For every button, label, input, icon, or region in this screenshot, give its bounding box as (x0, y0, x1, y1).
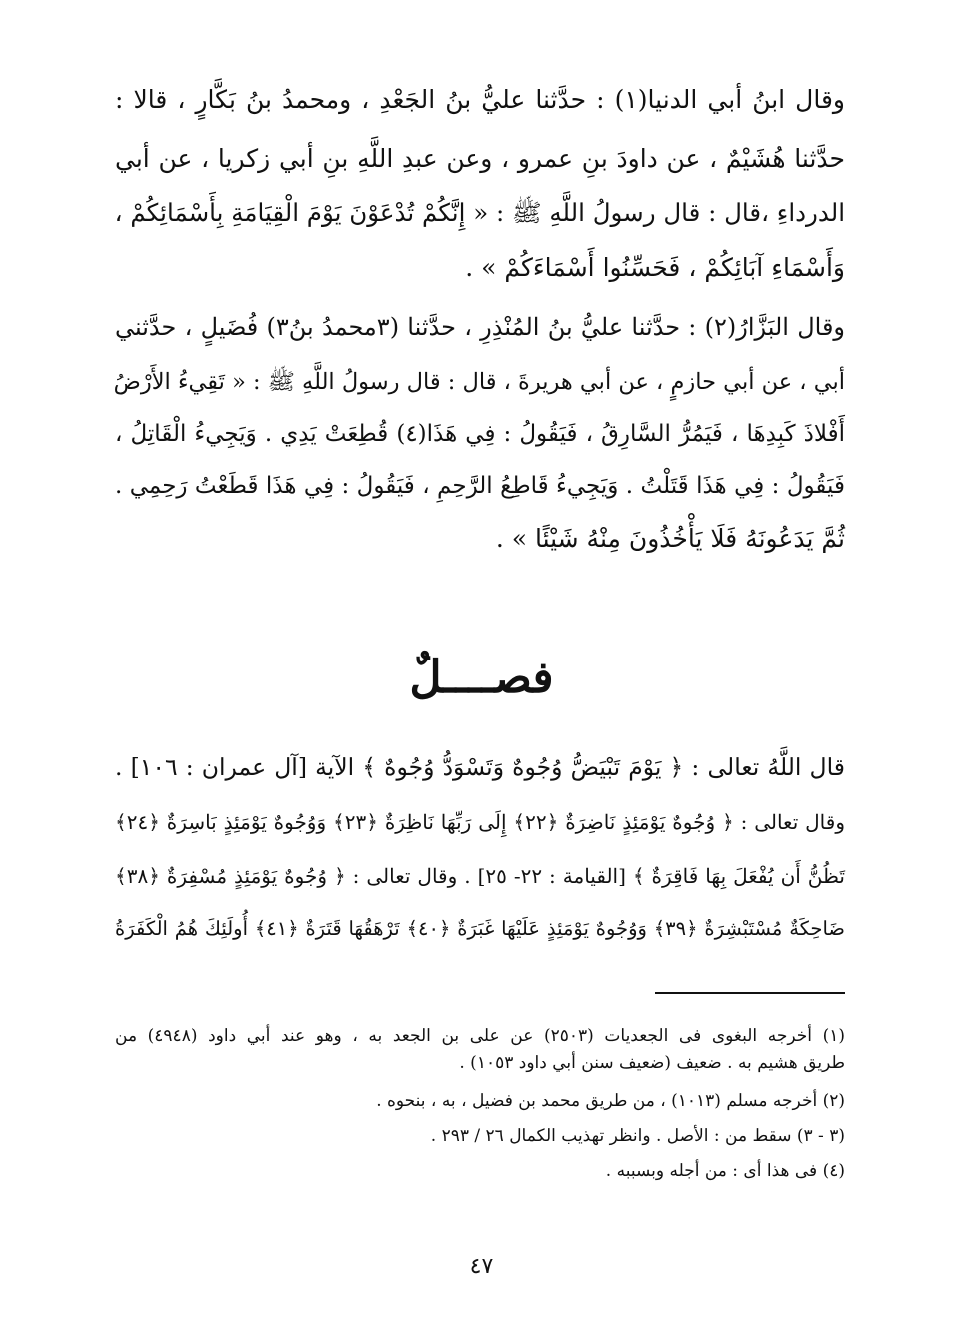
quran-line: ضَاحِكَةٌ مُسْتَبْشِرَةٌ ﴿٣٩﴾ وَوُجُوهٌ يَوْمَئِذٍ عَلَيْهَا غَبَرَةٌ ﴿٤٠﴾ تَرْهَقُهَا قَتَرَةٌ ﴿٤١﴾ أُولَئِكَ هُمُ الْكَفَرَةُ (115, 917, 845, 940)
footnote-line: (١) أخرجه البغوى فى الجعديات (٢٥٠٣) عن على بن الجعد به ، وهو عند أبي داود (٤٩٤٨) من (115, 1026, 845, 1046)
footnote-line: (٣ - ٣) سقط من : الأصل . وانظر تهذيب الكمال ٢٦ / ٢٩٣ . (430, 1126, 845, 1146)
footnote-line: طريق هشيم به . ضعيف (ضعيف سنن أبي داود ١٠٥٣) . (459, 1053, 845, 1073)
page-number: ٤٧ (469, 1254, 494, 1279)
section-title: فصــــلٌ (409, 652, 554, 703)
paragraph-line: ثُمَّ يَدَعُونَهُ فَلَا يَأْخُذُونَ مِنْهُ شَيْئًا » . (495, 524, 845, 553)
paragraph-line: وقال البَزَّارُ(٢) : حدَّثنا عليُّ بنُ المُنْذِرِ ، حدَّثنا (٣محمدُ بنُ٣) فُضَيلٍ ، حدَّثني (115, 313, 846, 341)
footnote-line: (٢) أخرجه مسلم (١٠١٣) ، من طريق محمد بن فضيل ، به ، بنحوه . (376, 1091, 845, 1111)
paragraph-line: الدرداءِ ،قال : قال رسولُ اللَّهِ ﷺ : « إِنَّكُمْ تُدْعَوْنَ يَوْمَ الْقِيَامَةِ بِأَسْمَائِكُمْ ، (114, 198, 845, 227)
quran-line: قال اللَّهُ تعالى : ﴿ يَوْمَ تَبْيَضُّ وُجُوهٌ وَتَسْوَدُّ وُجُوهٌ ﴾ الآية [آل عمران : ١٠٦] . (115, 753, 845, 781)
paragraph-line: أبي ، عن أبي حازمٍ ، عن أبي هريرةَ ، قال : قال رسولُ اللَّهِ ﷺ : « تَقِيءُ الأَرْضُ (113, 369, 845, 395)
paragraph-line: وَأَسْمَاءِ آبَائِكُمْ ، فَحَسِّنُوا أَسْمَاءَكُمْ » . (465, 253, 845, 282)
quran-line: وقال تعالى : ﴿ وُجُوهٌ يَوْمَئِذٍ نَاضِرَةٌ ﴿٢٢﴾ إِلَى رَبِّهَا نَاظِرَةٌ ﴿٢٣﴾ وَوُجُوهٌ يَوْمَئِذٍ بَاسِرَةٌ ﴿٢٤﴾ (115, 810, 845, 834)
footnote-separator (655, 992, 845, 994)
paragraph-line: حدَّثنا هُشَيْمٌ ، عن داودَ بنِ عمرو ، وعن عبدِ اللَّهِ بنِ أبي زكريا ، عن أبي (115, 144, 845, 173)
footnote-line: (٤) فى هذا أى : من أجله وبسببه . (605, 1161, 845, 1181)
paragraph-line: وقال ابنُ أبي الدنيا(١) : حدَّثنا عليُّ بنُ الجَعْدِ ، ومحمدُ بنُ بَكَّارٍ ، قالا : (115, 85, 845, 114)
paragraph-line: فَيَقُولُ : فِي هَذَا قَتَلْتُ . وَيَجِيءُ قَاطِعُ الرَّحِمِ ، فَيَقُولُ : فِي هَذَا قَطَعْتُ رَحِمِي . (115, 473, 845, 499)
quran-line: تَظُنُّ أَن يُفْعَلَ بِهَا فَاقِرَةٌ ﴾ [القيامة : ٢٢- ٢٥] . وقال تعالى : ﴿ وُجُوهٌ يَوْمَئِذٍ مُسْفِرَةٌ ﴿٣٨﴾ (115, 864, 845, 888)
paragraph-line: أَفْلاذَ كَبِدِهَا ، فَيَمُرُّ السَّارِقُ ، فَيَقُولُ : فِي هَذَا(٤) قُطِعَتْ يَدِي . وَيَجِيءُ الْقَاتِلُ ، (115, 421, 845, 447)
